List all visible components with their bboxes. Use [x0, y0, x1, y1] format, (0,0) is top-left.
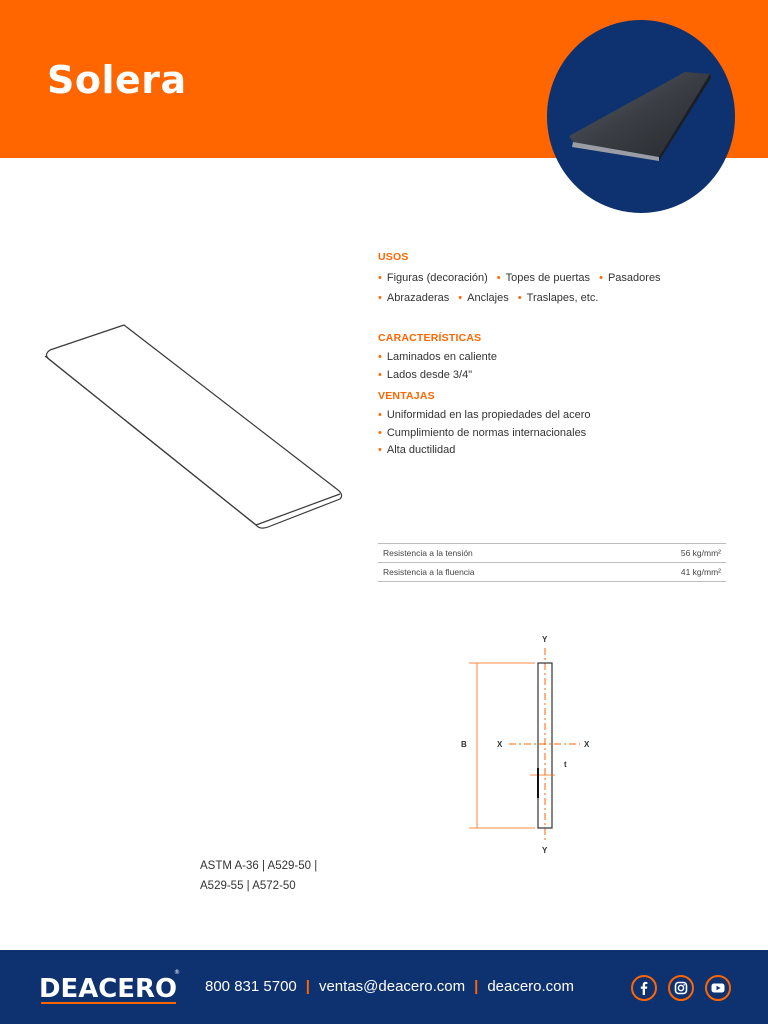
cross-section-diagram: [455, 628, 615, 860]
ventajas-section: [378, 390, 728, 460]
list-item: • Figuras (decoración): [378, 272, 488, 284]
property-label: Resistencia a la fluencia: [378, 563, 611, 582]
properties-table: [378, 543, 726, 582]
usos-section: [378, 251, 728, 308]
email-link[interactable]: ventas@deacero.com: [318, 978, 466, 995]
width-dimension-label: B: [461, 740, 467, 749]
list-item: • Traslapes, etc.: [517, 292, 599, 304]
y-axis-label-top: Y: [542, 635, 548, 644]
flat-bar-illustration: [40, 318, 350, 543]
standards-block: [200, 856, 317, 896]
y-axis-label-bottom: Y: [542, 846, 548, 855]
usos-line: [378, 288, 728, 308]
table-row: [378, 544, 726, 563]
list-item: • Pasadores: [599, 272, 661, 284]
thickness-dimension-label: t: [564, 760, 567, 769]
list-item: • Abrazaderas: [378, 292, 450, 304]
separator: |: [305, 978, 310, 995]
svg-text:®: ®: [174, 969, 180, 976]
list-item: • Anclajes: [458, 292, 509, 304]
standards-line: A529-55 | A572-50: [200, 880, 296, 892]
list-item: • Laminados en caliente: [378, 351, 497, 363]
table-row: [378, 563, 726, 582]
list-item: • Lados desde 3/4": [378, 368, 473, 381]
youtube-icon[interactable]: [705, 975, 731, 1001]
x-axis-label-right: X: [584, 740, 590, 749]
list-item: • Alta ductilidad: [378, 444, 456, 456]
usos-line: [378, 268, 728, 288]
list-item: • Cumplimiento de normas internacionales: [378, 426, 587, 439]
property-value: 41 kg/mm²: [611, 563, 726, 582]
contact-info: [205, 978, 574, 995]
standards-line: ASTM A-36 | A529-50 |: [200, 860, 318, 872]
footer-bar: [0, 950, 768, 1024]
property-label: Resistencia a la tensión: [378, 544, 611, 563]
caracteristicas-section: [378, 332, 728, 384]
website-link[interactable]: deacero.com: [487, 978, 575, 995]
facebook-icon[interactable]: [631, 975, 657, 1001]
instagram-icon[interactable]: [668, 975, 694, 1001]
list-item: • Topes de puertas: [496, 272, 591, 284]
caracteristicas-heading: CARACTERÍSTICAS: [378, 332, 482, 344]
header-banner: [0, 0, 768, 158]
steel-flat-bar-photo-icon: [547, 20, 735, 213]
property-value: 56 kg/mm²: [611, 544, 726, 563]
list-item: • Uniformidad en las propiedades del acero: [378, 409, 591, 421]
x-axis-label-left: X: [497, 740, 503, 749]
usos-heading: USOS: [378, 251, 409, 263]
product-photo: [547, 20, 735, 213]
separator: |: [474, 978, 479, 995]
phone-link[interactable]: 800 831 5700: [205, 978, 297, 995]
deacero-logo: [38, 968, 183, 1008]
page-title: Solera: [47, 58, 187, 102]
ventajas-heading: VENTAJAS: [378, 390, 435, 402]
svg-text:DEACERO: DEACERO: [39, 974, 177, 1004]
